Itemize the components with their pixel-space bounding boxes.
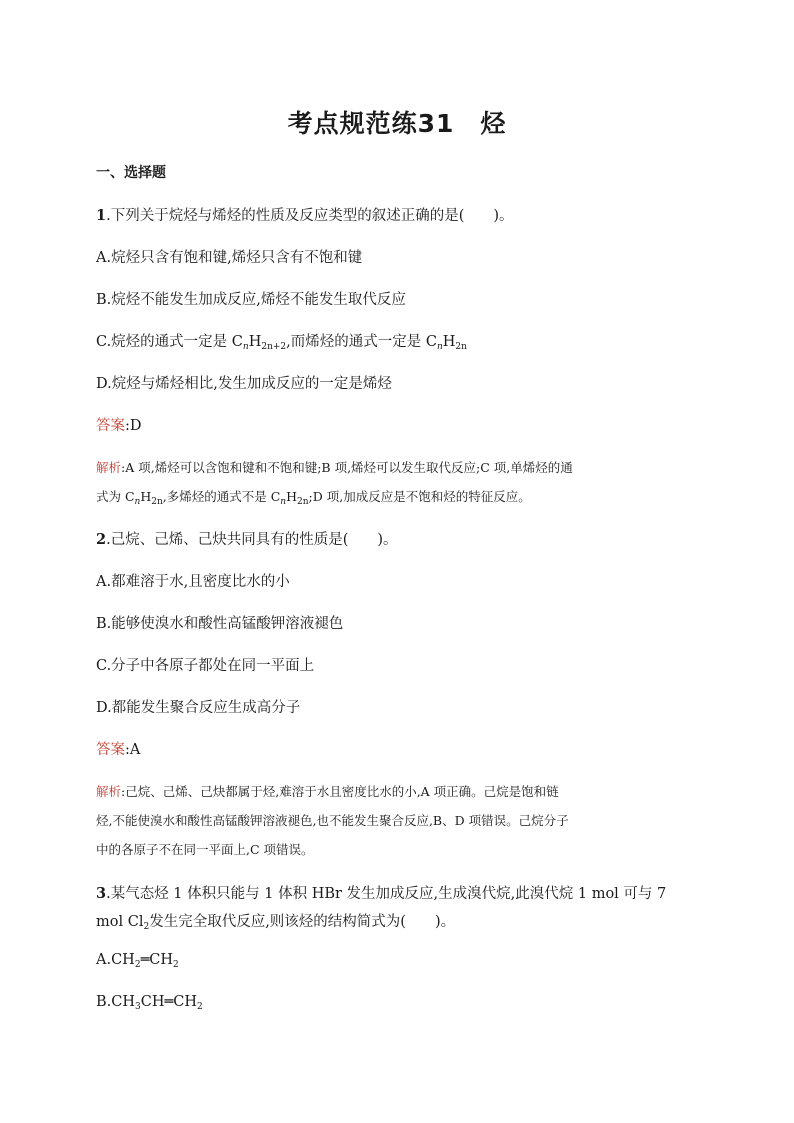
- answer-label: 答案: [96, 418, 125, 434]
- question-2-explanation-line-3: 中的各原子不在同一平面上,C 项错误。: [96, 842, 314, 857]
- section-heading: 一、选择题: [96, 165, 166, 181]
- question-1-option-d: D.烷烃与烯烃相比,发生加成反应的一定是烯烃: [96, 376, 392, 392]
- question-number: 3: [96, 885, 107, 902]
- question-2-option-c: C.分子中各原子都处在同一平面上: [96, 658, 315, 674]
- question-2-explanation-line-2: 烃,不能使溴水和酸性高锰酸钾溶液褪色,也不能发生聚合反应,B、D 项错误。己烷分子: [96, 813, 569, 828]
- question-3-option-b: $B.CH_3CH═CH_2$: [96, 994, 203, 1012]
- question-1-option-c: C.烷烃的通式一定是 $C_nH_{2n+2}$,而烯烃的通式一定是 $C_nH_{2n}$: [96, 334, 467, 352]
- explanation-label: 解析: [96, 784, 122, 799]
- page-title: 考点规范练31 烃: [287, 109, 507, 138]
- question-2-option-b: B.能够使溴水和酸性高锰酸钾溶液褪色: [96, 616, 344, 632]
- question-1-stem: 1.下列关于烷烃与烯烃的性质及反应类型的叙述正确的是( )。: [96, 207, 514, 224]
- question-1-option-b: B.烷烃不能发生加成反应,烯烃不能发生取代反应: [96, 292, 406, 308]
- question-2-option-d: D.都能发生聚合反应生成高分子: [96, 700, 301, 716]
- question-3-stem-line-1: 3.某气态烃 1 体积只能与 1 体积 HBr 发生加成反应,生成溴代烷,此溴代烷 1 mol 可与 7: [96, 885, 667, 902]
- question-1-answer: 答案:D: [96, 418, 142, 434]
- question-1-explanation-line-1: 解析:A 项,烯烃可以含饱和键和不饱和键;B 项,烯烃可以发生取代反应;C 项,单烯烃的通: [96, 460, 573, 475]
- question-3-stem-line-2: mol $Cl_2$发生完全取代反应,则该烃的结构简式为( )。: [96, 914, 456, 932]
- question-1-option-a: A.烷烃只含有饱和键,烯烃只含有不饱和键: [96, 250, 363, 266]
- question-3-option-a: $A.CH_2═CH_2$: [96, 952, 179, 970]
- question-2-option-a: A.都难溶于水,且密度比水的小: [96, 574, 290, 590]
- question-1-explanation-line-2: 式为 $C_nH_{2n}$,多烯烃的通式不是 $C_nH_{2n};D$ 项,加成反应是不饱和烃的特征反应。: [96, 489, 531, 507]
- question-number: 1: [96, 207, 107, 224]
- question-2-stem: 2.己烷、己烯、己炔共同具有的性质是( )。: [96, 531, 398, 548]
- explanation-label: 解析: [96, 460, 122, 475]
- question-number: 2: [96, 531, 107, 548]
- question-2-explanation-line-1: 解析:己烷、己烯、己炔都属于烃,难溶于水且密度比水的小,A 项正确。己烷是饱和链: [96, 784, 559, 799]
- question-2-answer: 答案:A: [96, 742, 141, 758]
- answer-label: 答案: [96, 742, 125, 758]
